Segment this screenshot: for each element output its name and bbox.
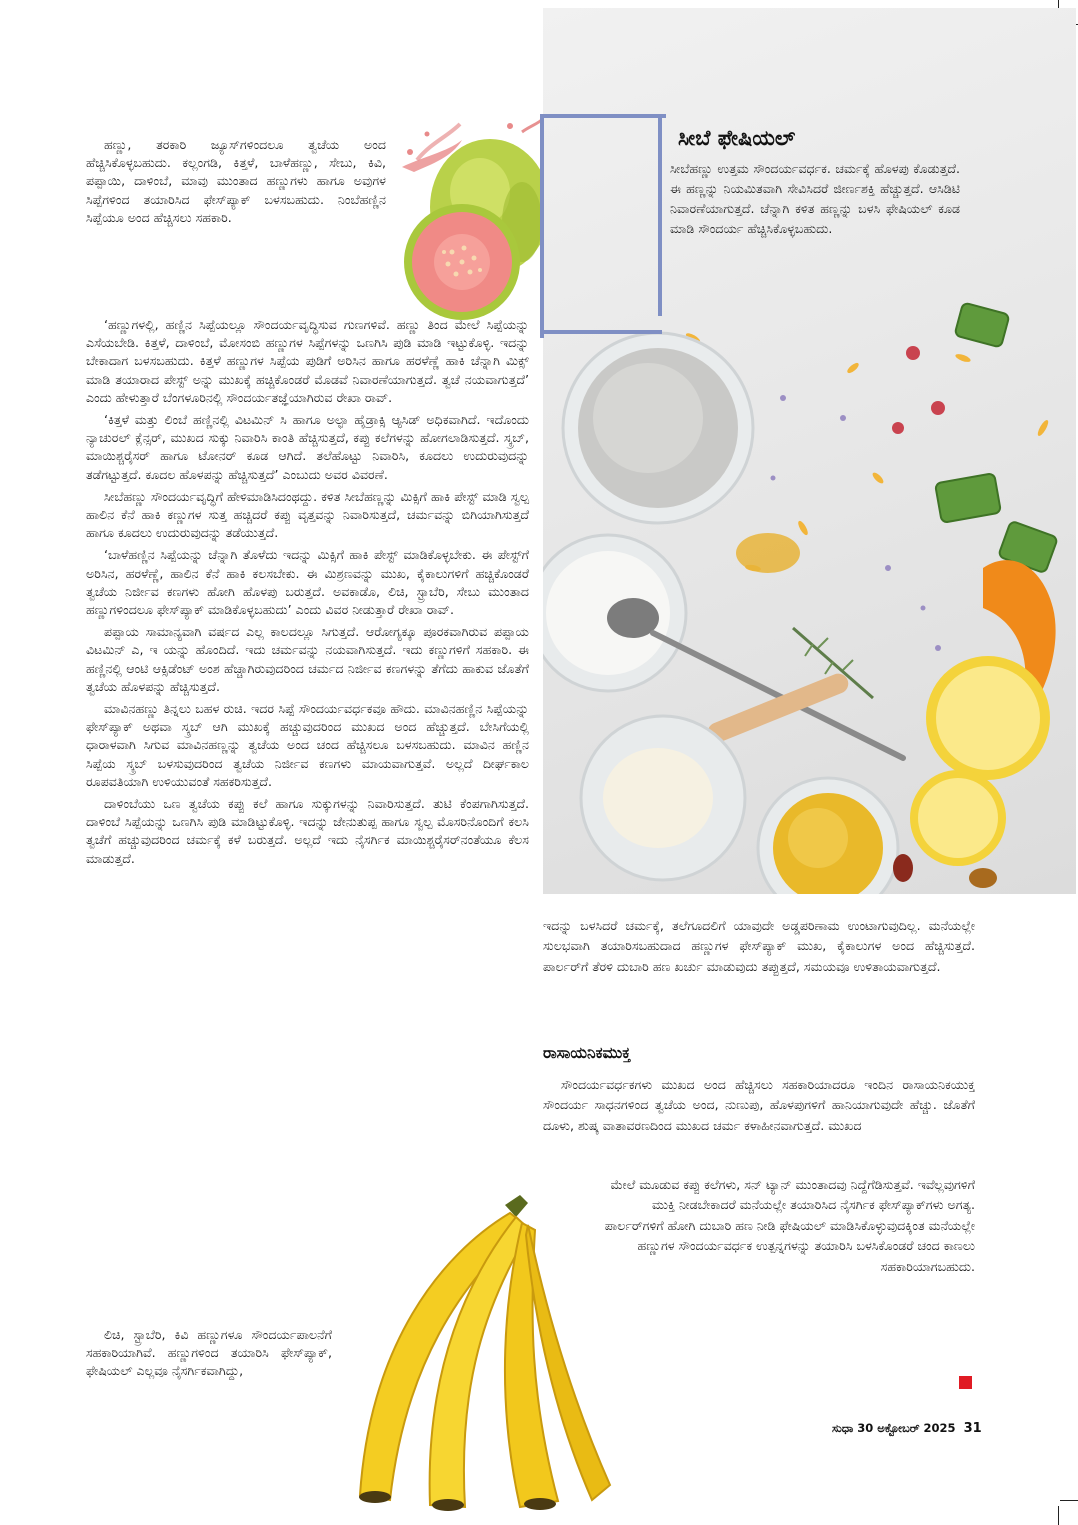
sidebar-box — [670, 126, 960, 239]
article-column-right — [543, 916, 975, 977]
paragraph: ‘ಬಾಳೆಹಣ್ಣಿನ ಸಿಪ್ಪೆಯನ್ನು ಚೆನ್ನಾಗಿ ತೊಳೆದು ಇದನ್ನು ಮಿಕ್ಸಿಗೆ ಹಾಕಿ ಪೇಸ್ಟ್ ಮಾಡಿಕೊಳ್ಳಬೇಕು. ಈ ಪೇಸ್ಟ್‌ಗೆ ಅರಿಸಿನ, ಹರಳೆಣ್ಣೆ, ಹಾಲಿನ ಕೆನೆ ಹಾಕಿ ಕಲಸಬೇಕು. ಈ ಮಿಶ್ರಣವನ್ನು ಮುಖ, ಕೈಕಾಲುಗಳಿಗೆ ಹಚ್ಚಿಕೊಂಡರೆ ತ್ವಚೆಯ ನಿರ್ಜೀವ ಕಣಗಳು ಹೋಗಿ ಹೊಳಪು ಬರುತ್ತದೆ. ಅವಕಾಡೊ, ಲಿಚಿ, ಸ್ಟ್ರಾಬೆರಿ, ಸೇಬು ಮುಂತಾದ ಹಣ್ಣುಗಳಿಂದಲೂ ಫೇಸ್‌ಪ್ಯಾಕ್ ಮಾಡಿಕೊಳ್ಳಬಹುದು’ ಎಂದು ವಿವರ ನೀಡುತ್ತಾರೆ ರೇಖಾ ರಾವ್. — [86, 547, 529, 618]
article-column-left-bottom — [86, 1326, 332, 1385]
article-column-right-3 — [600, 1175, 975, 1277]
paragraph: ದಾಳಿಂಬೆಯು ಒಣ ತ್ವಚೆಯ ಕಪ್ಪು ಕಲೆ ಹಾಗೂ ಸುಕ್ಕುಗಳನ್ನು ನಿವಾರಿಸುತ್ತದೆ. ತುಟಿ ಕೆಂಪಗಾಗಿಸುತ್ತದೆ. ದಾಳಿಂಬೆ ಸಿಪ್ಪೆಯನ್ನು ಒಣಗಿಸಿ ಪುಡಿ ಮಾಡಿಟ್ಟುಕೊಳ್ಳಿ. ಇದನ್ನು ಜೇನುತುಪ್ಪ ಹಾಗೂ ಸ್ವಲ್ಪ ಮೊಸರಿನೊಂದಿಗೆ ಕಲಸಿ ತ್ವಚೆಗೆ ಹಚ್ಚುವುದರಿಂದ ಚರ್ಮಕ್ಕೆ ಕಳೆ ಬರುತ್ತದೆ. ಅಲ್ಲದೆ ಇದು ನೈಸರ್ಗಿಕ ಮಾಯಿಶ್ಚರೈಸರ್‌ನಂತೆಯೂ ಕೆಲಸ ಮಾಡುತ್ತದೆ. — [86, 796, 529, 866]
sidebar-body: ಸೀಬೆಹಣ್ಣು ಉತ್ತಮ ಸೌಂದರ್ಯವರ್ಧಕ. ಚರ್ಮಕ್ಕೆ ಹೊಳಪು ಕೊಡುತ್ತದೆ. ಈ ಹಣ್ಣನ್ನು ನಿಯಮಿತವಾಗಿ ಸೇವಿಸಿದರೆ ಜೀರ್ಣಶಕ್ತಿ ಹೆಚ್ಚುತ್ತದೆ. ಆಸಿಡಿಟಿ ನಿವಾರಣೆಯಾಗುತ್ತದೆ. ಚೆನ್ನಾಗಿ ಕಳಿತ ಹಣ್ಣನ್ನು ಬಳಸಿ ಫೇಷಿಯಲ್ ಕೂಡ ಮಾಡಿ ಸೌಂದರ್ಯ ಹೆಚ್ಚಿಸಿಕೊಳ್ಳಬಹುದು. — [670, 161, 960, 236]
article-column-left — [86, 316, 529, 872]
subheading: ರಾಸಾಯನಿಕಮುಕ್ತ — [543, 1044, 631, 1062]
sidebar-frame — [540, 330, 662, 334]
issue-info: ಸುಧಾ 30 ಅಕ್ಟೋಬರ್ 2025 — [832, 1421, 956, 1435]
paragraph: ಸೀಬೆಹಣ್ಣು ಸೌಂದರ್ಯವೃದ್ಧಿಗೆ ಹೇಳಿಮಾಡಿಸಿದಂಥದ್ದು. ಕಳಿತ ಸೀಬೆಹಣ್ಣನ್ನು ಮಿಕ್ಸಿಗೆ ಹಾಕಿ ಪೇಸ್ಟ್ ಮಾಡಿ ಸ್ವಲ್ಪ ಹಾಲಿನ ಕೆನೆ ಹಾಕಿ ಕಣ್ಣುಗಳ ಸುತ್ತ ಹಚ್ಚಿದರೆ ಕಪ್ಪು ವೃತ್ತವನ್ನು ನಿವಾರಿಸುತ್ತದೆ, ಚರ್ಮವನ್ನು ಬಿಗಿಯಾಗಿಸುತ್ತದೆ ಹಾಗೂ ಕೂದಲು ಉದುರುವುದನ್ನು ತಡೆಯುತ್ತದೆ. — [86, 488, 529, 541]
paragraph: ಲಿಚಿ, ಸ್ಟ್ರಾಬೆರಿ, ಕಿವಿ ಹಣ್ಣುಗಳೂ ಸೌಂದರ್ಯಪಾಲನೆಗೆ ಸಹಕಾರಿಯಾಗಿವೆ. ಹಣ್ಣುಗಳಿಂದ ತಯಾರಿಸಿ ಫೇಸ್‌ಪ್ಯಾಕ್, ಫೇಷಿಯಲ್ ಎಲ್ಲವೂ ನೈಸರ್ಗಿಕವಾಗಿದ್ದು, — [86, 1327, 332, 1379]
sidebar-frame — [540, 114, 666, 338]
crop-mark — [1058, 1506, 1059, 1525]
paragraph: ಪಪ್ಪಾಯ ಸಾಮಾನ್ಯವಾಗಿ ವರ್ಷದ ಎಲ್ಲ ಕಾಲದಲ್ಲೂ ಸಿಗುತ್ತದೆ. ಆರೋಗ್ಯಕ್ಕೂ ಪೂರಕವಾಗಿರುವ ಪಪ್ಪಾಯ ವಿಟಮಿನ್ ಎ, ಇ ಯನ್ನು ಹೊಂದಿದೆ. ಇದು ಚರ್ಮವನ್ನು ನಯವಾಗಿಸುತ್ತದೆ. ಇದು ಕಣ್ಣುಗಳಿಗೆ ಸಹಕಾರಿ. ಈ ಹಣ್ಣಿನಲ್ಲಿ ಆಂಟಿ ಆಕ್ಸಿಡೆಂಟ್ ಅಂಶ ಹೆಚ್ಚಾಗಿರುವುದರಿಂದ ಚರ್ಮದ ನಿರ್ಜೀವ ಕಣಗಳನ್ನು ತೆಗೆದು ಹಾಕುವ ಜೊತೆಗೆ ತ್ವಚೆಯ ಹೊಳಪನ್ನು ಹೆಚ್ಚಿಸುತ್ತದೆ. — [86, 624, 529, 694]
article-end-mark — [959, 1376, 972, 1389]
sidebar-title: ಸೀಬೆ ಫೇಷಿಯಲ್ — [678, 126, 796, 150]
guava-image — [392, 112, 562, 327]
paragraph: ಮೇಲೆ ಮೂಡುವ ಕಪ್ಪು ಕಲೆಗಳು, ಸನ್ ಟ್ಯಾನ್ ಮುಂತಾದವು ನಿದ್ದೆಗೆಡಿಸುತ್ತವೆ. ಇವೆಲ್ಲವುಗಳಿಗೆ ಮುಕ್ತಿ ನೀಡಬೇಕಾದರೆ ಮನೆಯಲ್ಲೇ ತಯಾರಿಸಿದ ನೈಸರ್ಗಿಕ ಫೇಸ್‌ಪ್ಯಾಕ್‌ಗಳು ಅಗತ್ಯ. ಪಾರ್ಲರ್‌ಗಳಿಗೆ ಹೋಗಿ ದುಬಾರಿ ಹಣ ನೀಡಿ ಫೇಷಿಯಲ್ ಮಾಡಿಸಿಕೊಳ್ಳುವುದಕ್ಕಿಂತ ಮನೆಯಲ್ಲೇ ಹಣ್ಣುಗಳ ಸೌಂದರ್ಯವರ್ಧಕ ಉತ್ಪನ್ನಗಳನ್ನು ತಯಾರಿಸಿ ಬಳಸಿಕೊಂಡರೆ ಚಂದ ಕಾಣಲು ಸಹಕಾರಿಯಾಗಬಹುದು. — [604, 1177, 975, 1274]
paragraph: ಸೌಂದರ್ಯವರ್ಧಕಗಳು ಮುಖದ ಅಂದ ಹೆಚ್ಚಿಸಲು ಸಹಕಾರಿಯಾದರೂ ಇಂದಿನ ರಾಸಾಯನಿಕಯುಕ್ತ ಸೌಂದರ್ಯ ಸಾಧನಗಳಿಂದ ತ್ವಚೆಯ ಅಂದ, ನುಣುಪು, ಹೊಳಪುಗಳಿಗೆ ಹಾನಿಯಾಗುವುದೇ ಹೆಚ್ಚು. ಜೊತೆಗೆ ದೂಳು, ಶುಷ್ಕ ವಾತಾವರಣದಿಂದ ಮುಖದ ಚರ್ಮ ಕಳಾಹೀನವಾಗುತ್ತದೆ. ಮುಖದ — [543, 1077, 975, 1133]
article-column-left-top — [86, 136, 386, 231]
page-number: 31 — [963, 1421, 982, 1436]
paragraph: ‘ಹಣ್ಣುಗಳಲ್ಲಿ, ಹಣ್ಣಿನ ಸಿಪ್ಪೆಯಲ್ಲೂ ಸೌಂದರ್ಯವೃದ್ಧಿಸುವ ಗುಣಗಳಿವೆ. ಹಣ್ಣು ತಿಂದ ಮೇಲೆ ಸಿಪ್ಪೆಯನ್ನು ಎಸೆಯಬೇಡಿ. ಕಿತ್ತಳೆ, ದಾಳಿಂಬೆ, ಮೋಸಂಬಿ ಹಣ್ಣುಗಳ ಸಿಪ್ಪೆಗಳನ್ನು ಒಣಗಿಸಿ ಪುಡಿ ಮಾಡಿ ಇಟ್ಟುಕೊಳ್ಳಿ. ಇದನ್ನು ಬೇಕಾದಾಗ ಬಳಸಬಹುದು. ಕಿತ್ತಳೆ ಹಣ್ಣುಗಳ ಸಿಪ್ಪೆಯ ಪುಡಿಗೆ ಅರಿಸಿನ ಹಾಗೂ ಹರಳೆಣ್ಣೆ ಹಾಕಿ ಚೆನ್ನಾಗಿ ಮಿಕ್ಸ್ ಮಾಡಿ ತಯಾರಾದ ಪೇಸ್ಟ್ ಅನ್ನು ಮುಖಕ್ಕೆ ಹಚ್ಚಿಕೊಂಡರೆ ಮೊಡವೆ ನಿವಾರಣೆಯಾಗುತ್ತದೆ. ತ್ವಚೆ ನಯವಾಗುತ್ತದೆ’ ಎಂದು ಹೇಳುತ್ತಾರೆ ಬೆಂಗಳೂರಿನಲ್ಲಿ ಸೌಂದರ್ಯತಜ್ಞೆಯಾಗಿರುವ ರೇಖಾ ರಾವ್. — [86, 317, 529, 405]
crop-mark — [1060, 1500, 1078, 1501]
paragraph: ಇದನ್ನು ಬಳಸಿದರೆ ಚರ್ಮಕ್ಕೆ, ತಲೆಗೂದಲಿಗೆ ಯಾವುದೇ ಅಡ್ಡಪರಿಣಾಮ ಉಂಟಾಗುವುದಿಲ್ಲ. ಮನೆಯಲ್ಲೇ ಸುಲಭವಾಗಿ ತಯಾರಿಸಬಹುದಾದ ಹಣ್ಣುಗಳ ಫೇಸ್‌ಪ್ಯಾಕ್ ಮುಖ, ಕೈಕಾಲುಗಳ ಅಂದ ಹೆಚ್ಚಿಸುತ್ತದೆ. ಪಾರ್ಲರ್‌ಗೆ ತೆರಳಿ ದುಬಾರಿ ಹಣ ಖರ್ಚು ಮಾಡುವುದು ತಪ್ಪುತ್ತದೆ, ಸಮಯವೂ ಉಳಿತಾಯವಾಗುತ್ತದೆ. — [543, 918, 975, 974]
page-footer — [832, 1421, 982, 1436]
paragraph: ‘ಕಿತ್ತಳೆ ಮತ್ತು ಲಿಂಬೆ ಹಣ್ಣಿನಲ್ಲಿ ವಿಟಮಿನ್ ಸಿ ಹಾಗೂ ಅಲ್ಫಾ ಹೈಡ್ರಾಕ್ಸಿ ಆ್ಯಸಿಡ್ ಅಧಿಕವಾಗಿದೆ. ಇದೊಂದು ನ್ಯಾಚುರಲ್ ಕ್ಲೆನ್ಸರ್, ಮುಖದ ಸುಕ್ಕು ನಿವಾರಿಸಿ ಕಾಂತಿ ಹೆಚ್ಚಿಸುತ್ತದೆ, ಕಪ್ಪು ಕಲೆಗಳನ್ನು ಹೋಗಲಾಡಿಸುತ್ತದೆ. ಸ್ಕ್ರಬ್, ಮಾಯಿಶ್ಚರೈಸರ್ ಹಾಗೂ ಟೋನರ್ ಕೂಡ ಆಗಿದೆ. ತಲೆಹೊಟ್ಟು ನಿವಾರಿಸಿ, ಕೂದಲು ಉದುರುವುದನ್ನು ತಡೆಗಟ್ಟುತ್ತದೆ. ಕೂದಲ ಹೊಳಪನ್ನು ಹೆಚ್ಚಿಸುತ್ತದೆ’ ಎಂಬುದು ಅವರ ವಿವರಣೆ. — [86, 412, 529, 482]
sidebar-frame — [658, 114, 662, 316]
paragraph: ಹಣ್ಣು, ತರಕಾರಿ ಜ್ಯೂಸ್‌ಗಳಿಂದಲೂ ತ್ವಚೆಯ ಅಂದ ಹೆಚ್ಚಿಸಿಕೊಳ್ಳಬಹುದು. ಕಲ್ಲಂಗಡಿ, ಕಿತ್ತಳೆ, ಬಾಳೆಹಣ್ಣು, ಸೇಬು, ಕಿವಿ, ಪಪ್ಪಾಯಿ, ದಾಳಿಂಬೆ, ಮಾವು ಮುಂತಾದ ಹಣ್ಣುಗಳು ಹಾಗೂ ಅವುಗಳ ಸಿಪ್ಪೆಗಳಿಂದ ತಯಾರಿಸಿದ ಫೇಸ್‌ಪ್ಯಾಕ್ ಬಳಸಬಹುದು. ನಿಂಬೆಹಣ್ಣಿನ ಸಿಪ್ಪೆಯೂ ಅಂದ ಹೆಚ್ಚಿಸಲು ಸಹಕಾರಿ. — [86, 137, 386, 225]
paragraph: ಮಾವಿನಹಣ್ಣು ತಿನ್ನಲು ಬಹಳ ರುಚಿ. ಇದರ ಸಿಪ್ಪೆ ಸೌಂದರ್ಯವರ್ಧಕವೂ ಹೌದು. ಮಾವಿನಹಣ್ಣಿನ ಸಿಪ್ಪೆಯನ್ನು ಫೇಸ್‌ಪ್ಯಾಕ್ ಅಥವಾ ಸ್ಕ್ರಬ್ ಆಗಿ ಮುಖಕ್ಕೆ ಹಚ್ಚುವುದರಿಂದ ಮುಖದ ಅಂದ ಹೆಚ್ಚುತ್ತದೆ. ಬೇಸಿಗೆಯಲ್ಲಿ ಧಾರಾಳವಾಗಿ ಸಿಗುವ ಮಾವಿನಹಣ್ಣನ್ನು ತ್ವಚೆಯ ಅಂದ ಚಂದ ಹೆಚ್ಚಿಸಲೂ ಬಳಸಬಹುದು. ಮಾವಿನ ಹಣ್ಣಿನ ಸಿಪ್ಪೆಯ ಸ್ಕ್ರಬ್ ಬಳಸುವುದರಿಂದ ತ್ವಚೆಯ ನಿರ್ಜೀವ ಕಣಗಳು ಮಾಯವಾಗುತ್ತವೆ. ಅಲ್ಲದೆ ದೀರ್ಘಕಾಲ ರೂಪವತಿಯಾಗಿ ಉಳಿಯುವಂತೆ ಸಹಕರಿಸುತ್ತದೆ. — [86, 701, 529, 789]
article-column-right-2 — [543, 1075, 975, 1136]
banana-image — [330, 1195, 620, 1515]
